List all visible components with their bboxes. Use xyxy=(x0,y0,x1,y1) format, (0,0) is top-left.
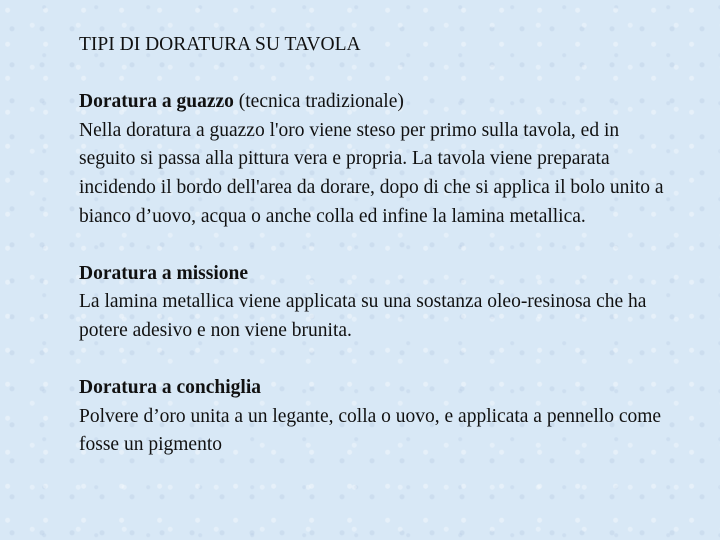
slide-content xyxy=(79,31,679,460)
section-conchiglia xyxy=(79,374,679,460)
section-heading: Doratura a guazzo xyxy=(79,91,234,113)
section-guazzo xyxy=(79,88,679,231)
slide-title: TIPI DI DORATURA SU TAVOLA xyxy=(79,34,361,55)
section-body: La lamina metallica viene applicata su una sostanza oleo-resinosa che ha potere adesivo e non viene brunita. xyxy=(79,291,647,341)
section-missione xyxy=(79,260,679,346)
section-header xyxy=(79,88,679,117)
section-heading: Doratura a conchiglia xyxy=(79,377,261,399)
section-body: Polvere d’oro unita a un legante, colla o uovo, e applicata a pennello come fosse un pigmento xyxy=(79,405,662,456)
section-note: (tecnica tradizionale) xyxy=(233,91,404,113)
section-heading: Doratura a missione xyxy=(79,262,248,284)
section-body: Nella doratura a guazzo l'oro viene steso per primo sulla tavola, ed in seguito si passa alla pittura vera e propria. La tavola viene preparata incidendo il bordo dell'area da dorare, dopo di che si applica il bolo unito a bianco d’uovo, acqua o anche colla ed infine la lamina metallica. xyxy=(79,119,664,227)
